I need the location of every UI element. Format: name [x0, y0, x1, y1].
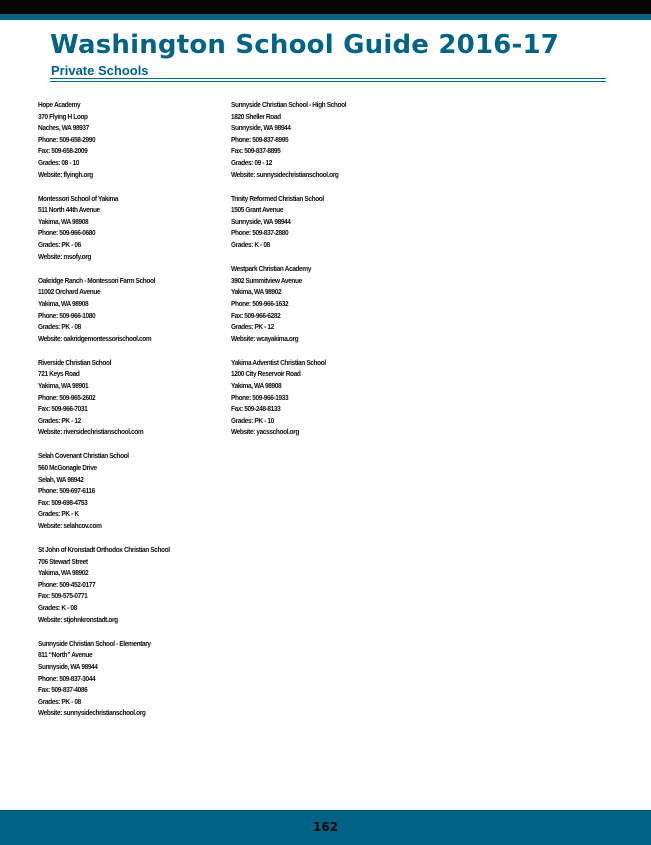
- school-entry: [38, 275, 223, 345]
- header-top-band: [0, 0, 651, 14]
- school-fax: Fax: 509-837-8895: [231, 146, 281, 156]
- school-name: Montessori School of Yakima: [38, 193, 119, 203]
- school-grades: Grades: K - 08: [38, 603, 77, 613]
- school-website: Website: stjohnkronstadt.org: [38, 614, 118, 624]
- school-entry: [231, 99, 416, 180]
- footer-divider: [0, 810, 651, 811]
- school-detail-line: Sunnyside, WA 98944: [38, 661, 98, 671]
- page-subtitle: Private Schools: [51, 63, 149, 78]
- school-detail-line: Sunnyside, WA 98944: [231, 216, 291, 226]
- school-phone: Phone: 509-837-2880: [231, 228, 289, 238]
- school-grades: Grades: PK - 12: [231, 322, 274, 332]
- school-name: Sunnyside Christian School - Elementary: [38, 638, 151, 648]
- school-detail-line: 721 Keys Road: [38, 369, 80, 379]
- school-fax: Fax: 509-698-4753: [38, 497, 88, 507]
- school-phone: Phone: 509-966-1632: [231, 298, 289, 308]
- school-fax: Fax: 509-575-0771: [38, 591, 88, 601]
- school-grades: Grades: PK - 08: [38, 322, 81, 332]
- school-phone: Phone: 509-837-8995: [231, 134, 289, 144]
- school-entry: [38, 193, 223, 263]
- school-detail-line: Yakima, WA 98908: [231, 380, 282, 390]
- school-phone: Phone: 509-966-1933: [231, 392, 289, 402]
- school-detail-line: Yakima, WA 98908: [38, 216, 89, 226]
- school-detail-line: 560 McGonagle Drive: [38, 463, 97, 473]
- school-entry: [38, 357, 223, 438]
- school-entry: [231, 263, 416, 344]
- school-detail-line: 370 Flying H Loop: [38, 111, 88, 121]
- school-detail-line: 811 “North” Avenue: [38, 650, 93, 660]
- school-detail-line: Selah, WA 98942: [38, 474, 84, 484]
- school-phone: Phone: 509-697-6116: [38, 486, 95, 496]
- school-detail-line: 1820 Sheller Road: [231, 111, 281, 121]
- header-divider-top: [50, 78, 606, 79]
- school-grades: Grades: 08 - 10: [38, 157, 80, 167]
- school-detail-line: Naches, WA 98937: [38, 123, 89, 133]
- school-phone: Phone: 509-966-1080: [38, 310, 96, 320]
- school-entry: [38, 450, 223, 531]
- school-detail-line: 1200 City Reservoir Road: [231, 369, 301, 379]
- school-entry: [38, 638, 223, 719]
- school-phone: Phone: 509-966-0680: [38, 228, 96, 238]
- school-phone: Phone: 509-837-3044: [38, 673, 96, 683]
- school-fax: Fax: 509-966-7031: [38, 404, 88, 414]
- school-fax: Fax: 509-658-2009: [38, 146, 88, 156]
- school-entry: [38, 99, 223, 180]
- school-fax: Fax: 509-966-6282: [231, 310, 281, 320]
- school-fax: Fax: 509-248-8133: [231, 404, 281, 414]
- school-website: Website: yacsschool.org: [231, 427, 299, 437]
- school-detail-line: Yakima, WA 98902: [38, 568, 89, 578]
- school-grades: Grades: PK - 08: [38, 696, 81, 706]
- page-title: Washington School Guide 2016-17: [50, 30, 560, 60]
- school-phone: Phone: 509-452-0177: [38, 579, 96, 589]
- school-detail-line: 511 North 44th Avenue: [38, 205, 100, 215]
- school-name: Hope Academy: [38, 100, 81, 109]
- school-phone: Phone: 509-965-2602: [38, 392, 96, 402]
- school-entry: [231, 193, 416, 251]
- school-website: Website: wcayakima.org: [231, 333, 299, 343]
- school-grades: Grades: PK - 10: [231, 415, 274, 425]
- school-website: Website: selahcov.com: [38, 521, 102, 530]
- school-name: Trinity Reformed Christian School: [231, 193, 324, 203]
- school-detail-line: 3902 Summitview Avenue: [231, 275, 302, 285]
- school-grades: Grades: 09 - 12: [231, 157, 273, 167]
- school-grades: Grades: PK - 06: [38, 240, 81, 250]
- school-detail-line: Yakima, WA 98908: [38, 298, 89, 308]
- page-number: 162: [312, 820, 339, 834]
- school-website: Website: msofy.org: [38, 251, 92, 261]
- school-column-right: [231, 99, 416, 450]
- school-detail-line: Yakima, WA 98901: [38, 380, 89, 390]
- school-website: Website: sunnysidechristianschool.org: [38, 708, 146, 718]
- school-name: Westpark Christian Academy: [231, 264, 311, 274]
- school-detail-line: Sunnyside, WA 98944: [231, 123, 291, 133]
- school-website: Website: oakridgemontessorischool.com: [38, 333, 152, 343]
- school-entry: [38, 544, 223, 625]
- school-column-left: [38, 99, 223, 731]
- school-grades: Grades: PK - 12: [38, 415, 81, 425]
- school-grades: Grades: PK - K: [38, 509, 79, 519]
- school-detail-line: 11002 Orchard Avenue: [38, 287, 101, 297]
- school-name: Yakima Adventist Christian School: [231, 357, 326, 367]
- header-divider-bottom: [50, 81, 606, 82]
- school-name: St John of Kronstadt Orthodox Christian School: [38, 545, 170, 555]
- school-website: Website: flyingh.org: [38, 169, 93, 179]
- header-accent-band: [0, 14, 651, 20]
- school-phone: Phone: 509-658-2990: [38, 134, 96, 144]
- school-website: Website: riversidechristianschool.com: [38, 427, 144, 437]
- school-grades: Grades: K - 08: [231, 240, 270, 250]
- school-name: Sunnyside Christian School - High School: [231, 100, 347, 109]
- school-website: Website: sunnysidechristianschool.org: [231, 169, 339, 179]
- school-name: Selah Covenant Christian School: [38, 451, 129, 461]
- school-detail-line: 706 Stewart Street: [38, 556, 88, 566]
- school-fax: Fax: 509-837-4086: [38, 685, 88, 695]
- school-detail-line: Yakima, WA 98902: [231, 287, 282, 297]
- school-name: Oakridge Ranch - Montessori Farm School: [38, 275, 156, 285]
- school-name: Riverside Christian School: [38, 357, 112, 367]
- school-entry: [231, 357, 416, 438]
- school-detail-line: 1505 Grant Avenue: [231, 205, 284, 215]
